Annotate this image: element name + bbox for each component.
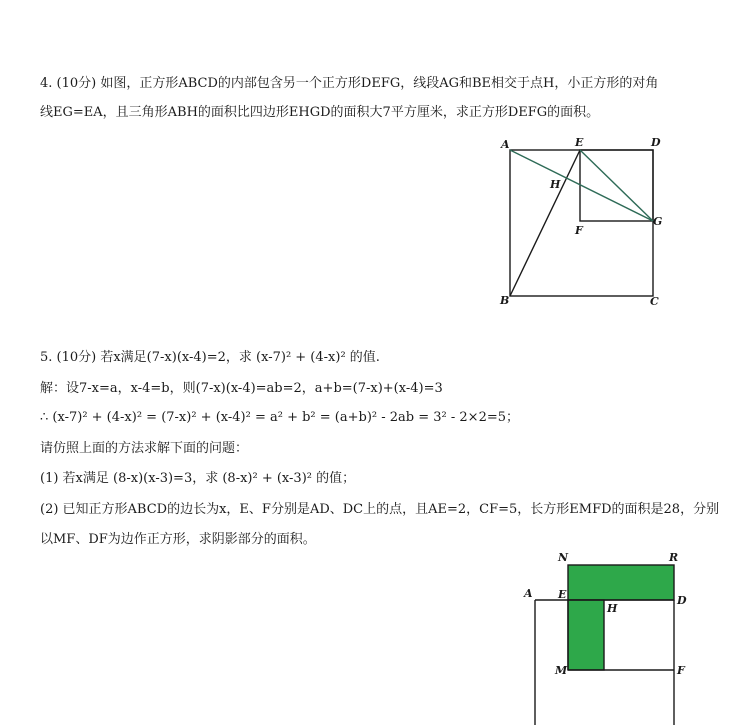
label-a: A xyxy=(501,138,510,151)
label-m5: M xyxy=(555,664,568,677)
q5-line-3: ∴ (x-7)² + (4-x)² = (7-x)² + (x-4)² = a² + b² = (a+b)² - 2ab = 3² - 2×2=5； xyxy=(40,410,520,425)
q5-line-4: 请仿照上面的方法求解下面的问题： xyxy=(40,441,249,456)
label-g: G xyxy=(653,215,663,228)
label-c: C xyxy=(650,295,659,308)
label-e5: E xyxy=(558,588,567,601)
shaded-left-strip xyxy=(568,600,604,670)
q5-line-5: (1) 若x满足 (8-x)(x-3)=3，求 (8-x)² + (x-3)² 的值； xyxy=(40,471,356,486)
q5-line-6: (2) 已知正方形ABCD的边长为x，E、F分别是AD、DC上的点，且AE=2，CF=5，长方形EMFD的面积是28，分别 xyxy=(40,502,720,517)
label-f: F xyxy=(575,224,583,237)
label-e: E xyxy=(575,136,584,149)
q4-line-2: 线EG=EA，且三角形ABH的面积比四边形EHGD的面积大7平方厘米，求正方形DEFG的面积。 xyxy=(40,105,600,120)
label-d5: D xyxy=(677,594,687,607)
square-abcd xyxy=(510,150,653,296)
q5-figure xyxy=(515,548,695,725)
label-r: R xyxy=(669,551,679,564)
q5-line-2: 解：设7-x=a，x-4=b，则(7-x)(x-4)=ab=2，a+b=(7-x)+(x-4)=3 xyxy=(40,381,443,396)
q4-figure xyxy=(495,134,670,309)
label-h5: H xyxy=(607,602,618,615)
label-h: H xyxy=(550,178,561,191)
label-n: N xyxy=(558,551,569,564)
diagonal-eg xyxy=(580,150,653,221)
label-b: B xyxy=(500,294,510,307)
label-f5: F xyxy=(677,664,685,677)
label-d: D xyxy=(651,136,661,149)
q5-line-7: 以MF、DF为边作正方形，求阴影部分的面积。 xyxy=(40,532,316,547)
q5-line-1: 5. (10分) 若x满足(7-x)(x-4)=2，求 (x-7)² + (4-x)² 的值. xyxy=(40,350,380,365)
segment-ag xyxy=(510,150,653,221)
q4-line-1: 4. (10分) 如图，正方形ABCD的内部包含另一个正方形DEFG，线段AG和BE相交于点H，小正方形的对角 xyxy=(40,76,659,91)
shaded-top-strip xyxy=(568,565,674,600)
segment-bh-e xyxy=(510,150,580,296)
label-a5: A xyxy=(524,587,533,600)
